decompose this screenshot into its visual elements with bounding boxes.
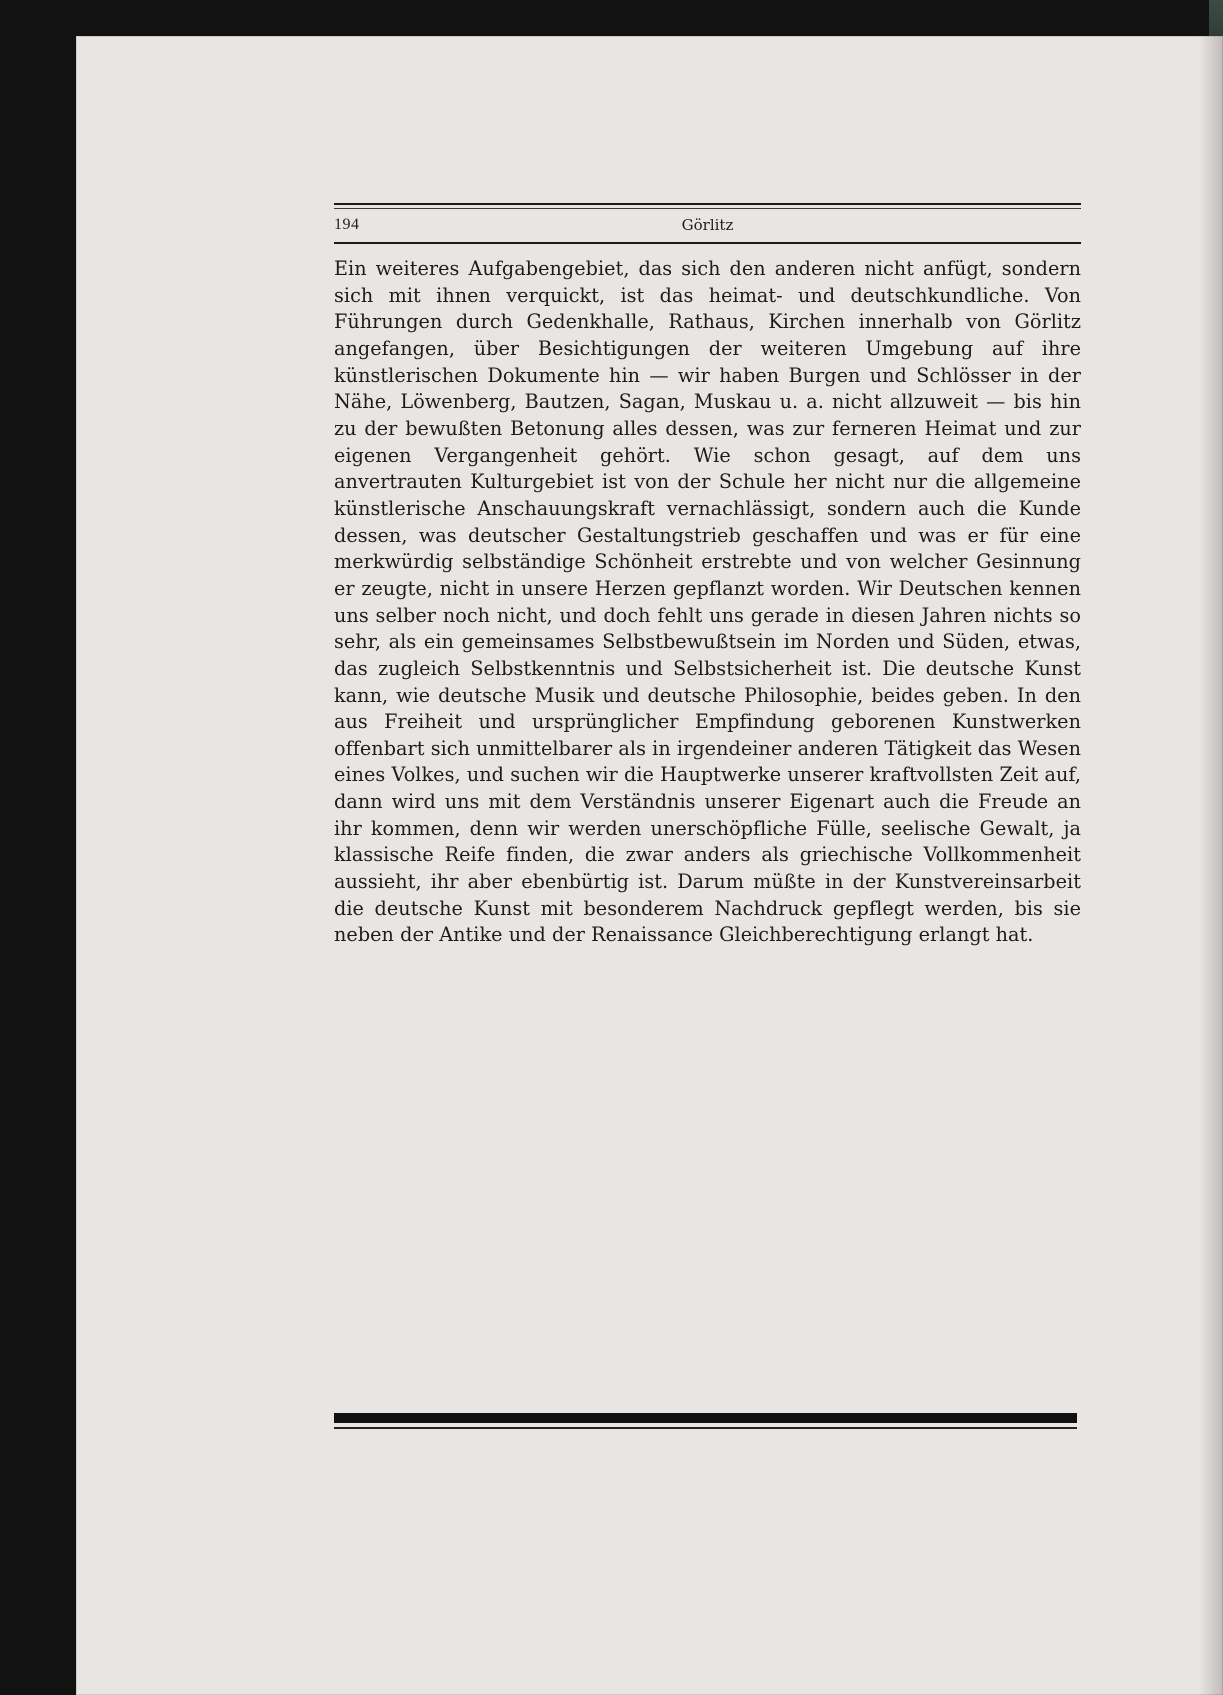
- footer-rule-thin: [334, 1427, 1077, 1429]
- footer-rule-thick: [334, 1413, 1077, 1423]
- running-title: Görlitz: [681, 216, 734, 234]
- header-rule-bottom: [334, 242, 1081, 244]
- header-rule-top-thin: [334, 208, 1081, 209]
- page-number: 194: [334, 216, 360, 233]
- header-rule-top: [334, 203, 1081, 205]
- page-shadow: [1199, 36, 1223, 1695]
- body-paragraph: Ein weiteres Aufgabengebiet, das sich den anderen nicht anfügt, sondern sich mit ihnen verquickt, ist das heimat- und deutschkundliche. Von Führungen durch Gedenkhalle, Rathaus, Kirchen innerhalb von Görlitz angefangen, über Besichtigungen der weiteren Umgebung auf ihre künstlerischen Dokumente hin — wir haben Burgen und Schlösser in der Nähe, Löwenberg, Bautzen, Sagan, Muskau u. a. nicht allzuweit — bis hin zu der bewußten Betonung alles dessen, was zur ferneren Heimat und zur eigenen Vergangenheit gehört. Wie schon gesagt, auf dem uns anvertrauten Kulturgebiet ist von der Schule her nicht nur die allgemeine künstlerische Anschauungskraft vernachlässigt, sondern auch die Kunde dessen, was deutscher Gestaltungstrieb geschaffen und was er für eine merkwürdig selbständige Schönheit erstrebte und von welcher Gesinnung er zeugte, nicht in unsere Herzen gepflanzt worden. Wir Deutschen kennen uns selber noch nicht, und doch fehlt uns gerade in diesen Jahren nichts so sehr, als ein gemeinsames Selbstbewußtsein im Norden und Süden, etwas, das zugleich Selbstkenntnis und Selbstsicherheit ist. Die deutsche Kunst kann, wie deutsche Musik und deutsche Philosophie, beides geben. In den aus Freiheit und ursprünglicher Empfindung geborenen Kunstwerken offenbart sich unmittelbarer als in irgendeiner anderen Tätigkeit das Wesen eines Volkes, und suchen wir die Hauptwerke unserer kraftvollsten Zeit auf, dann wird uns mit dem Verständnis unserer Eigenart auch die Freude an ihr kommen, denn wir werden unerschöpfliche Fülle, seelische Gewalt, ja klassische Reife finden, die zwar anders als griechische Vollkommenheit aussieht, ihr aber ebenbürtig ist. Darum müßte in der Kunstvereinsarbeit die deutsche Kunst mit besonderem Nachdruck gepflegt werden, bis sie neben der Antike und der Renaissance Gleichberechtigung erlangt hat.: [334, 257, 1081, 947]
- running-header: [334, 214, 1081, 240]
